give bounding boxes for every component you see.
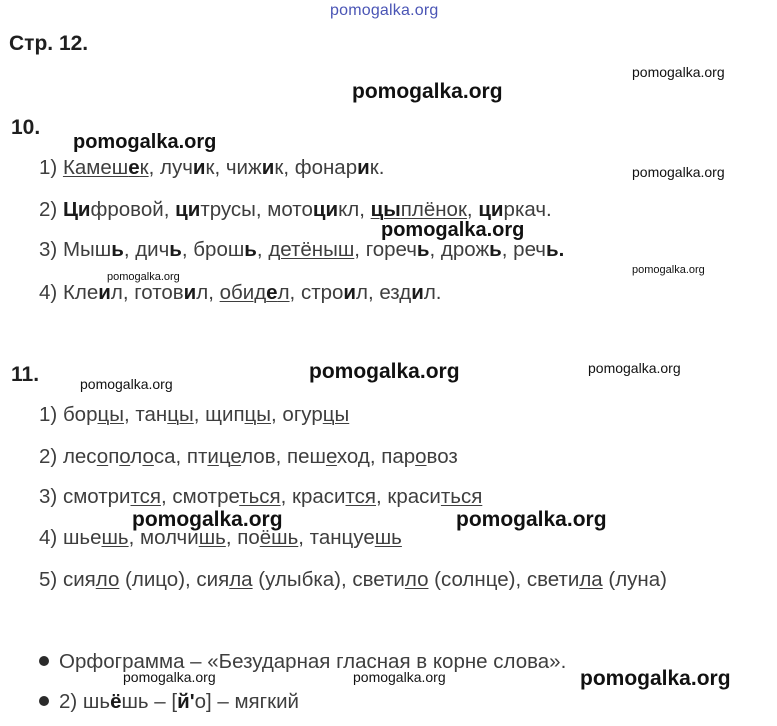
watermark-top: pomogalka.org: [330, 2, 439, 19]
watermark: pomogalka.org: [352, 80, 503, 103]
note-orthogram: Орфограмма – «Безударная гласная в корне слова».: [39, 650, 566, 674]
ex11-line-3: 3) смотрится, смотреться, красится, краситься: [39, 485, 483, 508]
watermark: pomogalka.org: [580, 667, 731, 690]
ex10-line-1: 1) Камешек, лучик, чижик, фонарик.: [39, 156, 385, 179]
ex11-line-4: 4) шьешь, молчишь, поёшь, танцуешь: [39, 526, 402, 549]
ex11-line-2: 2) лесополоса, птицелов, пешеход, паровоз: [39, 445, 458, 468]
ex10-line-2: 2) Цифровой, цитрусы, мотоцикл, цыплёнок, циркач.: [39, 198, 552, 221]
watermark: pomogalka.org: [132, 508, 283, 531]
watermark: pomogalka.org: [73, 131, 217, 153]
watermark: pomogalka.org: [353, 669, 446, 685]
watermark: pomogalka.org: [123, 669, 216, 685]
bullet-icon: [39, 656, 49, 666]
ex11-line-5: 5) сияло (лицо), сияла (улыбка), светило (солнце), светила (луна): [39, 568, 667, 591]
ex10-line-3: 3) Мышь, дичь, брошь, детёныш, горечь, дрожь, речь.: [39, 238, 565, 261]
note-transcription: 2) шьёшь – [й'о] – мягкий: [39, 690, 299, 714]
watermark: pomogalka.org: [588, 360, 681, 376]
watermark: pomogalka.org: [309, 360, 460, 383]
page-heading: Стр. 12.: [9, 32, 89, 55]
ex11-line-1: 1) борцы, танцы, щипцы, огурцы: [39, 403, 350, 426]
exercise-10-number: 10.: [11, 116, 41, 139]
watermark: pomogalka.org: [456, 508, 607, 531]
watermark: pomogalka.org: [381, 219, 525, 241]
watermark: pomogalka.org: [632, 164, 725, 180]
watermark: pomogalka.org: [107, 271, 180, 283]
exercise-11-number: 11.: [11, 363, 40, 386]
ex10-line-4: 4) Клеил, готовил, обидел, строил, ездил.: [39, 281, 442, 304]
watermark: pomogalka.org: [632, 64, 725, 80]
watermark: pomogalka.org: [632, 264, 705, 276]
bullet-icon: [39, 696, 49, 706]
watermark: pomogalka.org: [80, 376, 173, 392]
